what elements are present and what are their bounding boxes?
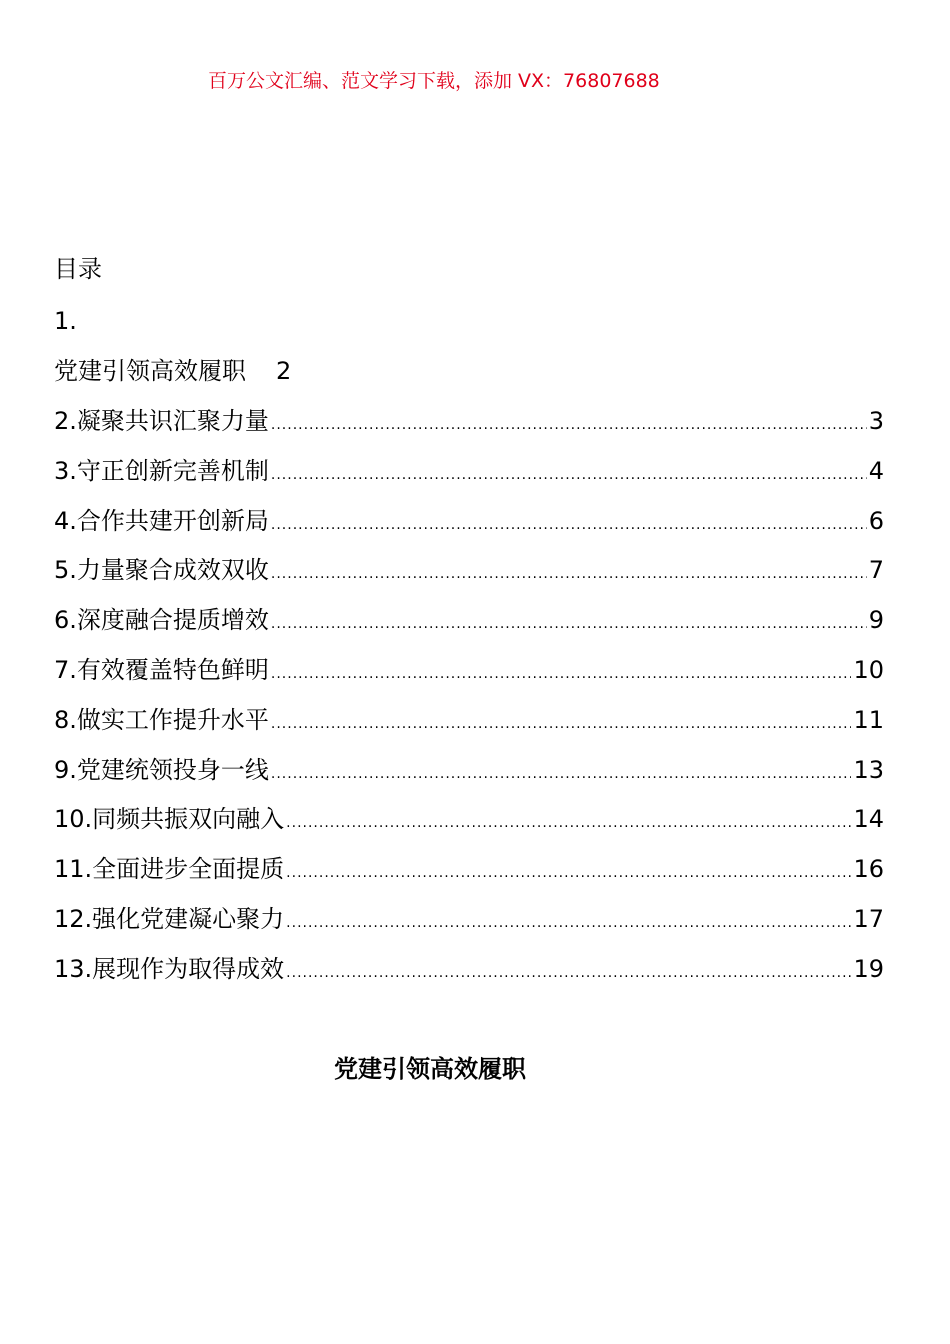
toc-entry-label: 党建引领高效履职	[54, 357, 246, 385]
toc-entry-page: 13	[853, 755, 884, 784]
toc-entry-page: 4	[868, 456, 884, 485]
toc-entry-page: 9	[868, 606, 884, 635]
toc-entry-page: 11	[853, 705, 884, 734]
toc-entry-label: 9.党建统领投身一线	[54, 755, 269, 784]
toc-entry-label: 8.做实工作提升水平	[54, 705, 269, 734]
toc-entry-page: 17	[853, 904, 884, 933]
toc-entry-label: 6.深度融合提质增效	[54, 606, 269, 635]
toc-entry-label: 5.力量聚合成效双收	[54, 556, 269, 585]
header-note: 百万公文汇编、范文学习下载，添加 VX：76807688	[208, 70, 660, 92]
toc-entry-page: 2	[276, 357, 292, 385]
toc-entry-4[interactable]	[54, 504, 884, 554]
toc-entry-page: 10	[853, 655, 884, 684]
toc-entry-page: 3	[868, 407, 884, 435]
toc-entry-6[interactable]	[54, 603, 884, 653]
toc-entry-page: 16	[853, 855, 884, 884]
toc-entry-page: 19	[853, 954, 884, 983]
toc-entry-3[interactable]	[54, 454, 884, 504]
section-heading: 党建引领高效履职	[334, 1055, 526, 1083]
toc-entry-7[interactable]	[54, 653, 884, 703]
toc-entry-5[interactable]	[54, 553, 884, 603]
dot-leader	[271, 657, 852, 691]
toc-entry-label: 13.展现作为取得成效	[54, 954, 285, 983]
toc-entry-11[interactable]	[54, 852, 884, 902]
dot-leader	[286, 906, 851, 940]
dot-leader	[286, 806, 851, 840]
toc-entry-page: 14	[853, 805, 884, 834]
toc-entry-label: 10.同频共振双向融入	[54, 805, 285, 834]
dot-leader	[271, 757, 852, 791]
toc-first-number: 1.	[54, 307, 77, 335]
toc-entry-label: 3.守正创新完善机制	[54, 456, 269, 485]
toc-entry-2[interactable]	[54, 404, 884, 454]
dot-leader	[271, 707, 852, 741]
dot-leader	[271, 458, 867, 492]
dot-leader	[271, 557, 867, 591]
toc-entry-label: 12.强化党建凝心聚力	[54, 904, 285, 933]
toc-entry-9[interactable]	[54, 753, 884, 803]
toc-entry-8[interactable]	[54, 703, 884, 753]
toc-entry-label: 2.凝聚共识汇聚力量	[54, 407, 269, 435]
toc-entry-page: 6	[868, 506, 884, 535]
dot-leader	[286, 856, 851, 890]
toc-entry-12[interactable]	[54, 902, 884, 952]
toc-entry-label: 11.全面进步全面提质	[54, 855, 285, 884]
toc-entry-label: 4.合作共建开创新局	[54, 506, 269, 535]
toc-entry-13[interactable]	[54, 952, 884, 1002]
dot-leader	[271, 607, 867, 641]
dot-leader	[286, 956, 851, 990]
dot-leader	[271, 508, 867, 542]
toc-entry-page: 7	[868, 556, 884, 585]
toc-entry-1[interactable]	[54, 354, 291, 388]
dot-leader	[271, 408, 867, 442]
toc-list	[54, 404, 884, 1002]
toc-entry-label: 7.有效覆盖特色鲜明	[54, 655, 269, 684]
toc-entry-10[interactable]	[54, 802, 884, 852]
toc-title: 目录	[54, 255, 102, 283]
